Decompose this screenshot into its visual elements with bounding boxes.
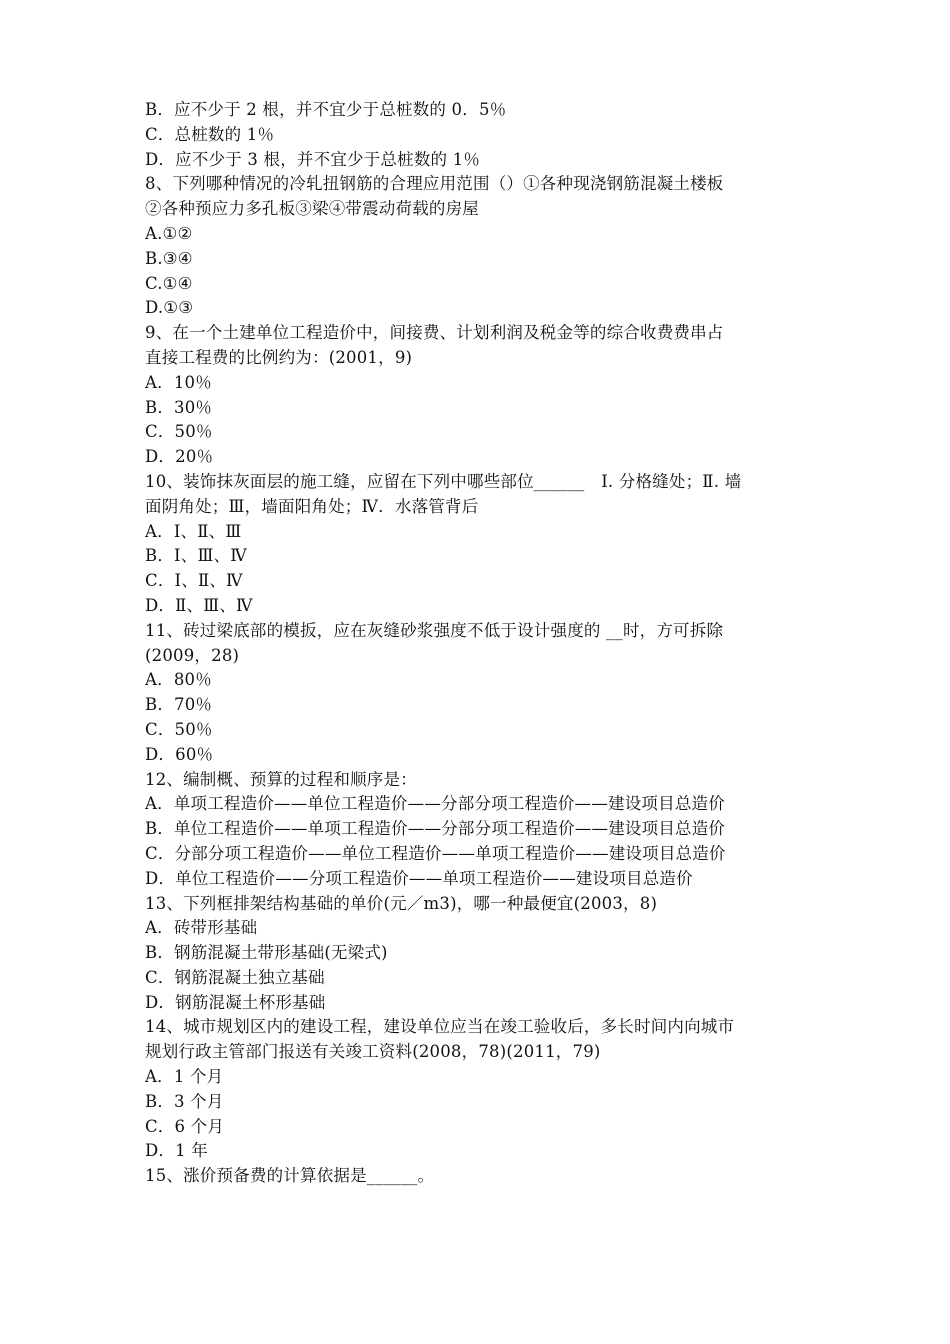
text-line: A．10％	[145, 372, 212, 392]
text-line: B．3 个月	[145, 1091, 224, 1111]
text-line: B．70％	[145, 695, 213, 715]
text-line: D．20％	[145, 447, 214, 467]
question-9: 9、在一个土建单位工程造价中，间接费、计划利润及税金等的综合收费费串占	[145, 323, 724, 343]
text-line: D．60％	[145, 744, 214, 764]
text-line: C．钢筋混凝土独立基础	[145, 967, 325, 987]
text-line: B．单位工程造价——单项工程造价——分部分项工程造价——建设项目总造价	[145, 819, 726, 839]
question-10: 10、装饰抹灰面层的施工缝，应留在下列中哪些部位______ Ⅰ. 分格缝处；Ⅱ. 墙	[145, 471, 742, 491]
question-15: 15、涨价预备费的计算依据是______。	[145, 1166, 435, 1186]
text-line: D．Ⅱ、Ⅲ、Ⅳ	[145, 595, 253, 615]
text-line: C．50％	[145, 422, 213, 442]
document-body	[145, 98, 815, 1189]
text-line: B．应不少于 2 根，并不宜少于总桩数的 0．5％	[145, 100, 507, 119]
text-line: C．Ⅰ、Ⅱ、Ⅳ	[145, 571, 243, 591]
text-line: 面阴角处；Ⅲ，墙面阳角处；Ⅳ．水落管背后	[145, 496, 479, 516]
text-line: B．30％	[145, 397, 213, 417]
text-line: A.①②	[145, 223, 193, 243]
text-line: A．砖带形基础	[145, 918, 258, 938]
text-line: B．Ⅰ、Ⅲ、Ⅳ	[145, 546, 247, 566]
text-line: C.①④	[145, 273, 193, 293]
question-12: 12、编制概、预算的过程和顺序是：	[145, 769, 417, 789]
text-line: ②各种预应力多孔板③梁④带震动荷载的房屋	[145, 199, 479, 219]
text-line: D．单位工程造价——分项工程造价——单项工程造价——建设项目总造价	[145, 868, 693, 888]
text-line: A．1 个月	[145, 1067, 224, 1087]
question-11: 11、砖过梁底部的模扳，应在灰缝砂浆强度不低于设计强度的 __时，方可拆除	[145, 620, 724, 640]
text-line: B．钢筋混凝土带形基础(无梁式)	[145, 943, 388, 963]
text-line: A．Ⅰ、Ⅱ、Ⅲ	[145, 521, 242, 541]
text-line: (2009，28)	[145, 645, 240, 665]
question-14: 14、城市规划区内的建设工程，建设单位应当在竣工验收后，多长时间内向城市	[145, 1017, 735, 1037]
text-line: D．钢筋混凝土杯形基础	[145, 992, 326, 1012]
text-line: D．1 年	[145, 1141, 208, 1161]
text-line: C．6 个月	[145, 1116, 225, 1136]
text-line: C．分部分项工程造价——单位工程造价——单项工程造价——建设项目总造价	[145, 843, 726, 863]
text-line: A．单项工程造价——单位工程造价——分部分项工程造价——建设项目总造价	[145, 794, 725, 814]
text-line: B.③④	[145, 248, 193, 268]
question-8: 8、下列哪种情况的冷轧扭钢筋的合理应用范围（）①各种现浇钢筋混凝土楼板	[145, 174, 724, 194]
question-13: 13、下列框排架结构基础的单价(元／m3)，哪一种最便宜(2003，8)	[145, 893, 658, 913]
text-line: C．50％	[145, 719, 213, 739]
text-line: A．80％	[145, 670, 212, 690]
text-line: C．总桩数的 1％	[145, 124, 275, 144]
text-line: D.①③	[145, 298, 194, 318]
text-line: 直接工程费的比例约为：(2001，9)	[145, 347, 413, 367]
text-line: 规划行政主管部门报送有关竣工资料(2008，78)(2011，79)	[145, 1042, 601, 1062]
text-line: D．应不少于 3 根，并不宜少于总桩数的 1％	[145, 149, 481, 169]
